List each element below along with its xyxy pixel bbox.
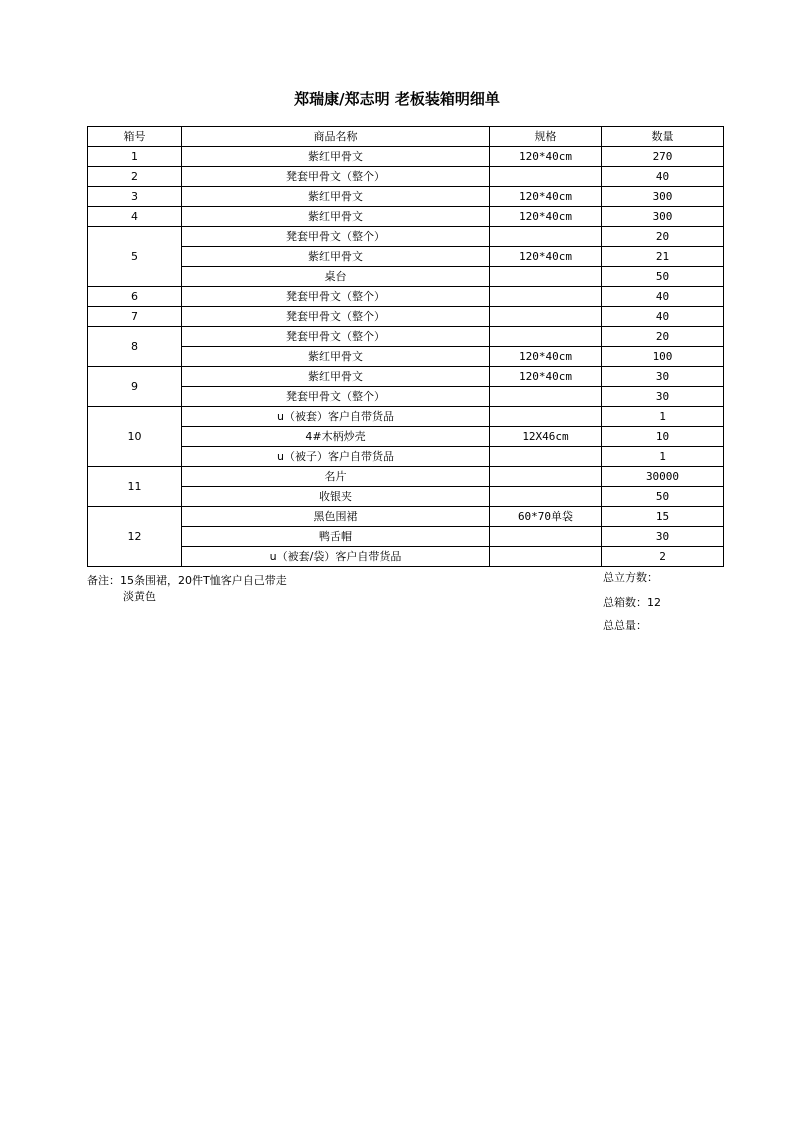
quantity-cell: 40 (602, 167, 724, 187)
quantity-cell: 10 (602, 427, 724, 447)
spec-cell: 120*40cm (490, 367, 602, 387)
table-row (88, 287, 724, 307)
quantity-cell: 30 (602, 527, 724, 547)
product-name-cell: u（被子）客户自带货品 (182, 447, 490, 467)
quantity-cell: 20 (602, 227, 724, 247)
quantity-cell: 50 (602, 487, 724, 507)
spec-cell (490, 527, 602, 547)
box-number-cell: 9 (88, 367, 182, 407)
box-number-cell: 2 (88, 167, 182, 187)
spec-cell (490, 467, 602, 487)
remark-line-1: 备注：15条围裙，20件T恤客户自己带走 (87, 574, 287, 587)
box-number-cell: 3 (88, 187, 182, 207)
page-title: 郑瑞康/郑志明 老板装箱明细单 (294, 90, 500, 108)
table-row (88, 507, 724, 527)
product-name-cell: 凳套甲骨文（整个） (182, 307, 490, 327)
spec-cell (490, 267, 602, 287)
quantity-cell: 21 (602, 247, 724, 267)
table-row (88, 527, 724, 547)
box-number-cell: 7 (88, 307, 182, 327)
spec-cell: 120*40cm (490, 147, 602, 167)
packing-list-table (87, 126, 724, 567)
table-row (88, 327, 724, 347)
spec-cell: 120*40cm (490, 247, 602, 267)
box-number-cell: 12 (88, 507, 182, 567)
table-row (88, 547, 724, 567)
header-product-name: 商品名称 (182, 127, 490, 147)
table-row (88, 407, 724, 427)
quantity-cell: 30 (602, 367, 724, 387)
quantity-cell: 300 (602, 207, 724, 227)
product-name-cell: 紫红甲骨文 (182, 247, 490, 267)
product-name-cell: u（被套）客户自带货品 (182, 407, 490, 427)
product-name-cell: 收银夹 (182, 487, 490, 507)
spec-cell (490, 407, 602, 427)
product-name-cell: 桌台 (182, 267, 490, 287)
box-number-cell: 11 (88, 467, 182, 507)
box-number-cell: 5 (88, 227, 182, 287)
quantity-cell: 1 (602, 407, 724, 427)
box-number-cell: 4 (88, 207, 182, 227)
table-row (88, 367, 724, 387)
product-name-cell: 4#木柄炒壳 (182, 427, 490, 447)
table-row (88, 187, 724, 207)
product-name-cell: 鸭舌帽 (182, 527, 490, 547)
spec-cell (490, 387, 602, 407)
box-number-cell: 1 (88, 147, 182, 167)
product-name-cell: 凳套甲骨文（整个） (182, 387, 490, 407)
product-name-cell: 凳套甲骨文（整个） (182, 227, 490, 247)
box-number-cell: 10 (88, 407, 182, 467)
table-row (88, 167, 724, 187)
total-weight-label: 总总量： (603, 619, 647, 632)
table-row (88, 147, 724, 167)
header-quantity: 数量 (602, 127, 724, 147)
table-row (88, 347, 724, 367)
table-row (88, 227, 724, 247)
spec-cell: 12X46cm (490, 427, 602, 447)
spec-cell: 120*40cm (490, 347, 602, 367)
header-box-number: 箱号 (88, 127, 182, 147)
spec-cell (490, 487, 602, 507)
spec-cell (490, 447, 602, 467)
product-name-cell: 凳套甲骨文（整个） (182, 287, 490, 307)
remark-line-2: 淡黄色 (123, 590, 156, 603)
spec-cell (490, 547, 602, 567)
quantity-cell: 40 (602, 307, 724, 327)
quantity-cell: 2 (602, 547, 724, 567)
quantity-cell: 1 (602, 447, 724, 467)
spec-cell (490, 327, 602, 347)
box-number-cell: 8 (88, 327, 182, 367)
table-row (88, 247, 724, 267)
quantity-cell: 50 (602, 267, 724, 287)
quantity-cell: 30 (602, 387, 724, 407)
quantity-cell: 40 (602, 287, 724, 307)
product-name-cell: 名片 (182, 467, 490, 487)
product-name-cell: 紫红甲骨文 (182, 187, 490, 207)
table-row (88, 427, 724, 447)
product-name-cell: 紫红甲骨文 (182, 367, 490, 387)
product-name-cell: 紫红甲骨文 (182, 147, 490, 167)
table-header-row (88, 127, 724, 147)
product-name-cell: 凳套甲骨文（整个） (182, 167, 490, 187)
table-row (88, 447, 724, 467)
header-spec: 规格 (490, 127, 602, 147)
table-row (88, 267, 724, 287)
product-name-cell: 黑色围裙 (182, 507, 490, 527)
spec-cell (490, 307, 602, 327)
spec-cell (490, 167, 602, 187)
quantity-cell: 30000 (602, 467, 724, 487)
spec-cell (490, 287, 602, 307)
spec-cell: 120*40cm (490, 207, 602, 227)
product-name-cell: 凳套甲骨文（整个） (182, 327, 490, 347)
table-row (88, 207, 724, 227)
product-name-cell: 紫红甲骨文 (182, 347, 490, 367)
quantity-cell: 270 (602, 147, 724, 167)
box-number-cell: 6 (88, 287, 182, 307)
table-row (88, 307, 724, 327)
quantity-cell: 20 (602, 327, 724, 347)
product-name-cell: u（被套/袋）客户自带货品 (182, 547, 490, 567)
table-row (88, 387, 724, 407)
spec-cell (490, 227, 602, 247)
table-row (88, 487, 724, 507)
quantity-cell: 300 (602, 187, 724, 207)
product-name-cell: 紫红甲骨文 (182, 207, 490, 227)
spec-cell: 120*40cm (490, 187, 602, 207)
table-row (88, 467, 724, 487)
total-boxes-label: 总箱数：12 (603, 596, 661, 609)
quantity-cell: 100 (602, 347, 724, 367)
total-volume-label: 总立方数： (603, 571, 658, 584)
spec-cell: 60*70单袋 (490, 507, 602, 527)
quantity-cell: 15 (602, 507, 724, 527)
